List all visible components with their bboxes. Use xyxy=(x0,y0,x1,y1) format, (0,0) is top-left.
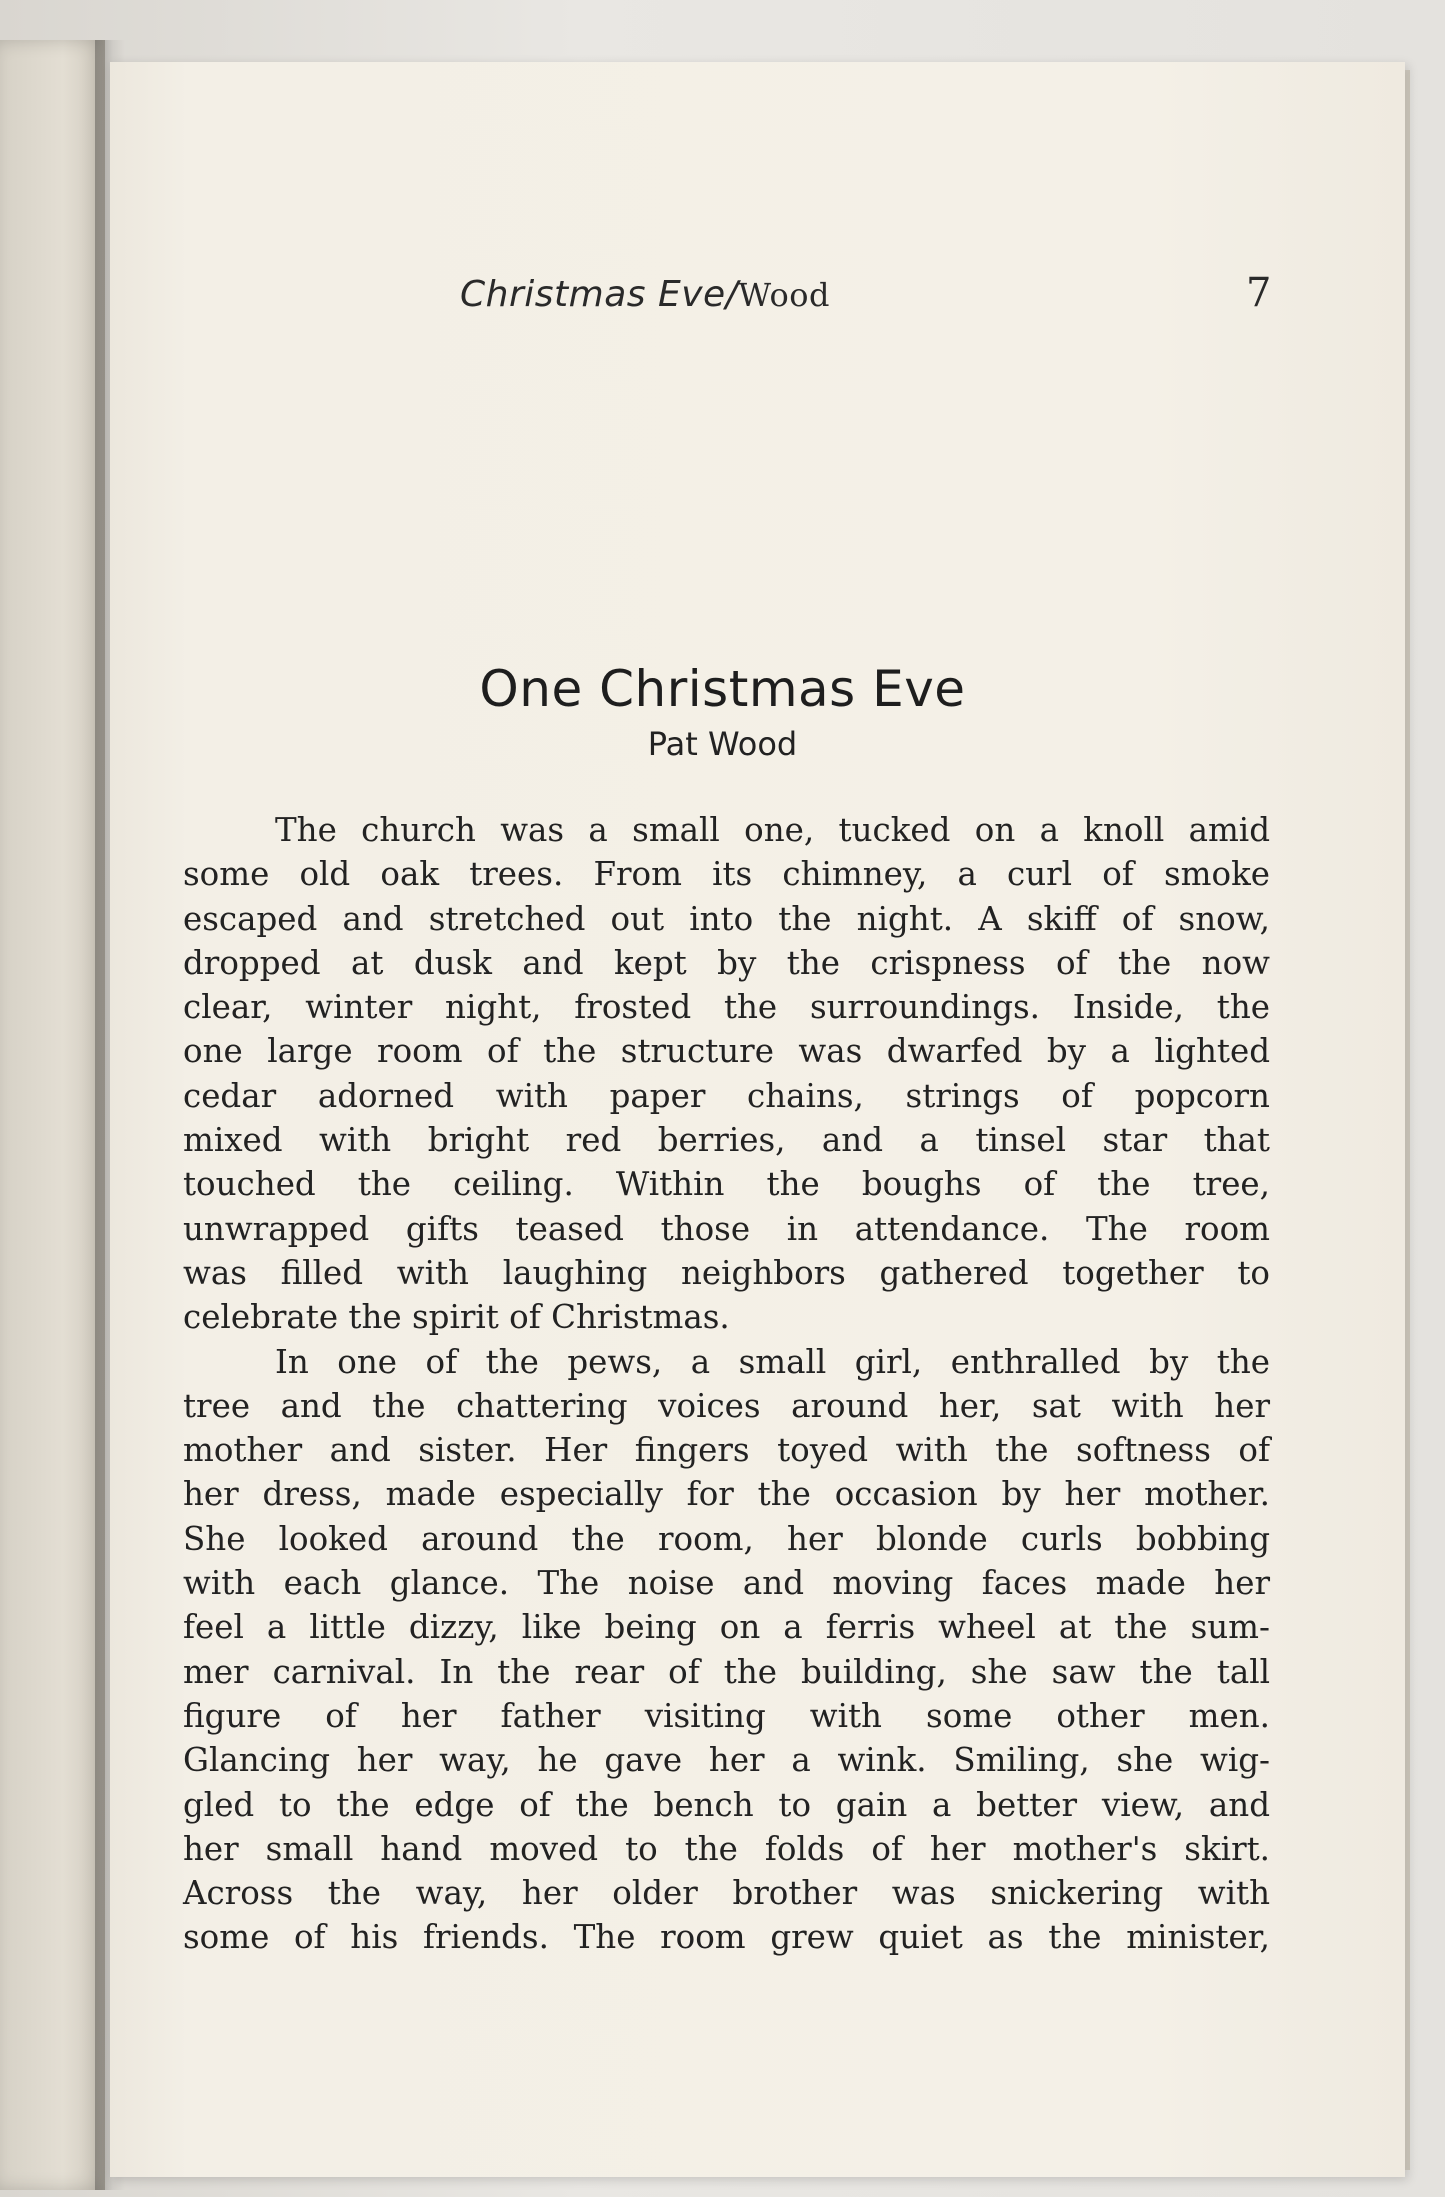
story-title: One Christmas Eve xyxy=(479,660,966,718)
text-line: touched the ceiling. Within the boughs of the tree, xyxy=(183,1165,1270,1204)
text-line: celebrate the spirit of Christmas. xyxy=(183,1298,730,1337)
text-line: mer carnival. In the rear of the building, she saw the tall xyxy=(183,1652,1270,1691)
running-title-author: Wood xyxy=(738,276,831,314)
text-line: gled to the edge of the bench to gain a better view, and xyxy=(183,1785,1270,1824)
left-page-edge xyxy=(0,40,105,2190)
text-line: clear, winter night, frosted the surroundings. Inside, the xyxy=(183,988,1270,1027)
text-line: figure of her father visiting with some other men. xyxy=(183,1696,1270,1735)
text-line: escaped and stretched out into the night. A skiff of snow, xyxy=(183,899,1270,938)
text-line: was filled with laughing neighbors gathered together to xyxy=(183,1253,1270,1292)
running-title-text: Christmas Eve/ xyxy=(460,274,739,315)
text-line: The church was a small one, tucked on a knoll amid xyxy=(275,811,1270,849)
text-line: Across the way, her older brother was snickering with xyxy=(183,1874,1270,1913)
text-line: with each glance. The noise and moving faces made her xyxy=(183,1564,1270,1603)
story-author: Pat Wood xyxy=(647,725,798,763)
story-body xyxy=(183,808,1270,1960)
text-line: cedar adorned with paper chains, strings of popcorn xyxy=(183,1076,1270,1115)
text-line: In one of the pews, a small girl, enthralled by the xyxy=(275,1342,1270,1381)
text-line: one large room of the structure was dwarfed by a lighted xyxy=(183,1032,1270,1071)
text-line: mother and sister. Her fingers toyed with the softness of xyxy=(183,1431,1270,1470)
running-head xyxy=(0,262,1445,322)
text-line: her small hand moved to the folds of her mother's skirt. xyxy=(183,1829,1270,1868)
text-line: tree and the chattering voices around her, sat with her xyxy=(183,1386,1270,1425)
text-line: feel a little dizzy, like being on a ferris wheel at the sum- xyxy=(183,1608,1270,1647)
text-line: some old oak trees. From its chimney, a curl of smoke xyxy=(183,855,1270,894)
text-line: unwrapped gifts teased those in attendance. The room xyxy=(183,1209,1270,1248)
page-number: 7 xyxy=(1246,270,1272,316)
text-line: her dress, made especially for the occasion by her mother. xyxy=(183,1475,1270,1514)
running-title xyxy=(460,274,830,315)
text-line: mixed with bright red berries, and a tinsel star that xyxy=(183,1121,1270,1160)
text-line: She looked around the room, her blonde curls bobbing xyxy=(183,1519,1270,1558)
text-line: Glancing her way, he gave her a wink. Smiling, she wig- xyxy=(183,1741,1270,1780)
text-line: some of his friends. The room grew quiet as the minister, xyxy=(183,1918,1270,1957)
text-line: dropped at dusk and kept by the crispness of the now xyxy=(183,943,1270,982)
